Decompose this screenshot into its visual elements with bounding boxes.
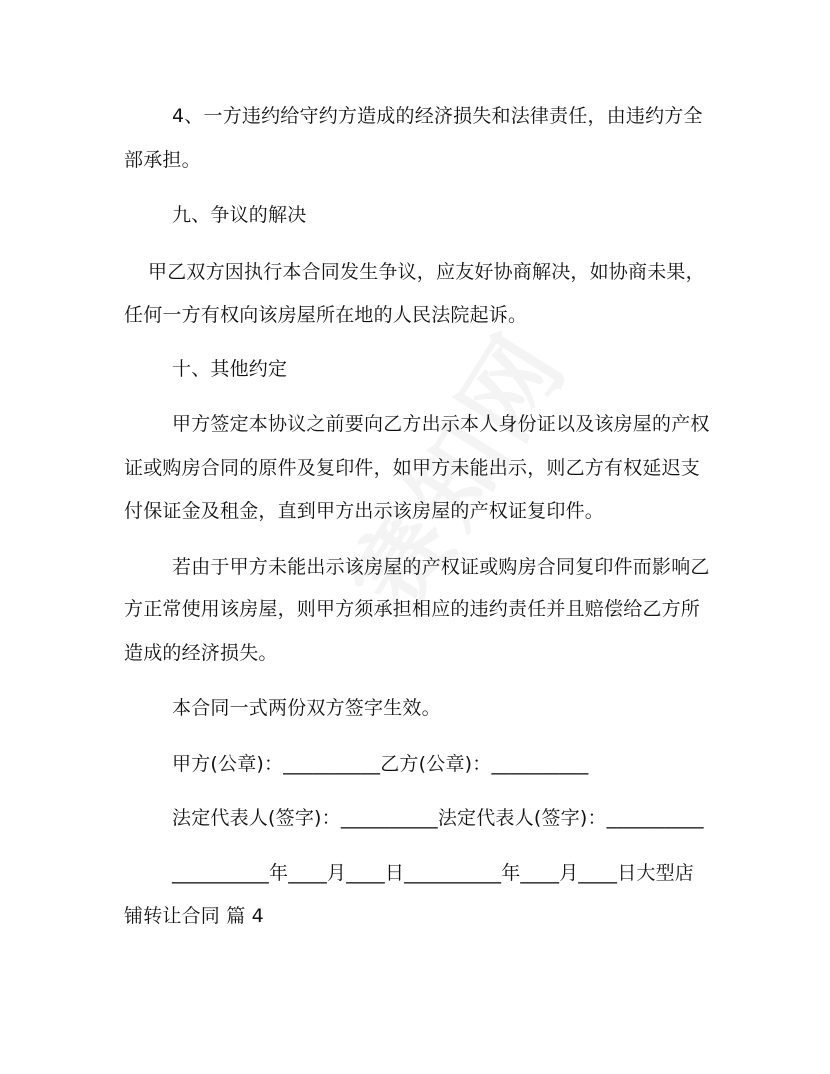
other-para-1-line-2: 证或购房合同的原件及复印件，如甲方未能出示，则乙方有权延迟支 — [124, 457, 701, 479]
other-para-2-line-3: 造成的经济损失。 — [124, 642, 278, 664]
section-heading-dispute: 九、争议的解决 — [172, 204, 307, 226]
seal-line: 甲方(公章)：__________乙方(公章)：__________ — [172, 753, 589, 775]
dispute-para-line-2: 任何一方有权向该房屋所在地的人民法院起诉。 — [124, 304, 528, 326]
clause-4-line-1: 4、一方违约给守约方造成的经济损失和法律责任，由违约方全 — [172, 105, 703, 127]
other-para-2-line-1: 若由于甲方未能出示该房屋的产权证或购房合同复印件而影响乙 — [172, 556, 710, 578]
other-para-1-line-1: 甲方签定本协议之前要向乙方出示本人身份证以及该房屋的产权 — [172, 413, 710, 435]
next-title-line: 铺转让合同 篇 4 — [124, 905, 264, 927]
clause-4-line-2: 部承担。 — [124, 149, 201, 171]
effect-clause: 本合同一式两份双方签字生效。 — [172, 697, 441, 719]
other-para-2-line-2: 方正常使用该房屋，则甲方须承担相应的违约责任并且赔偿给乙方所 — [124, 598, 701, 620]
date-line: __________年____月____日__________年____月____日大型店 — [172, 862, 695, 884]
section-heading-other: 十、其他约定 — [172, 358, 288, 380]
other-para-1-line-3: 付保证金及租金，直到甲方出示该房屋的产权证复印件。 — [124, 500, 605, 522]
dispute-para-line-1: 甲乙双方因执行本合同发生争议，应友好协商解决，如协商未果， — [148, 261, 705, 283]
signature-line: 法定代表人(签字)：__________法定代表人(签字)：__________ — [172, 807, 704, 829]
